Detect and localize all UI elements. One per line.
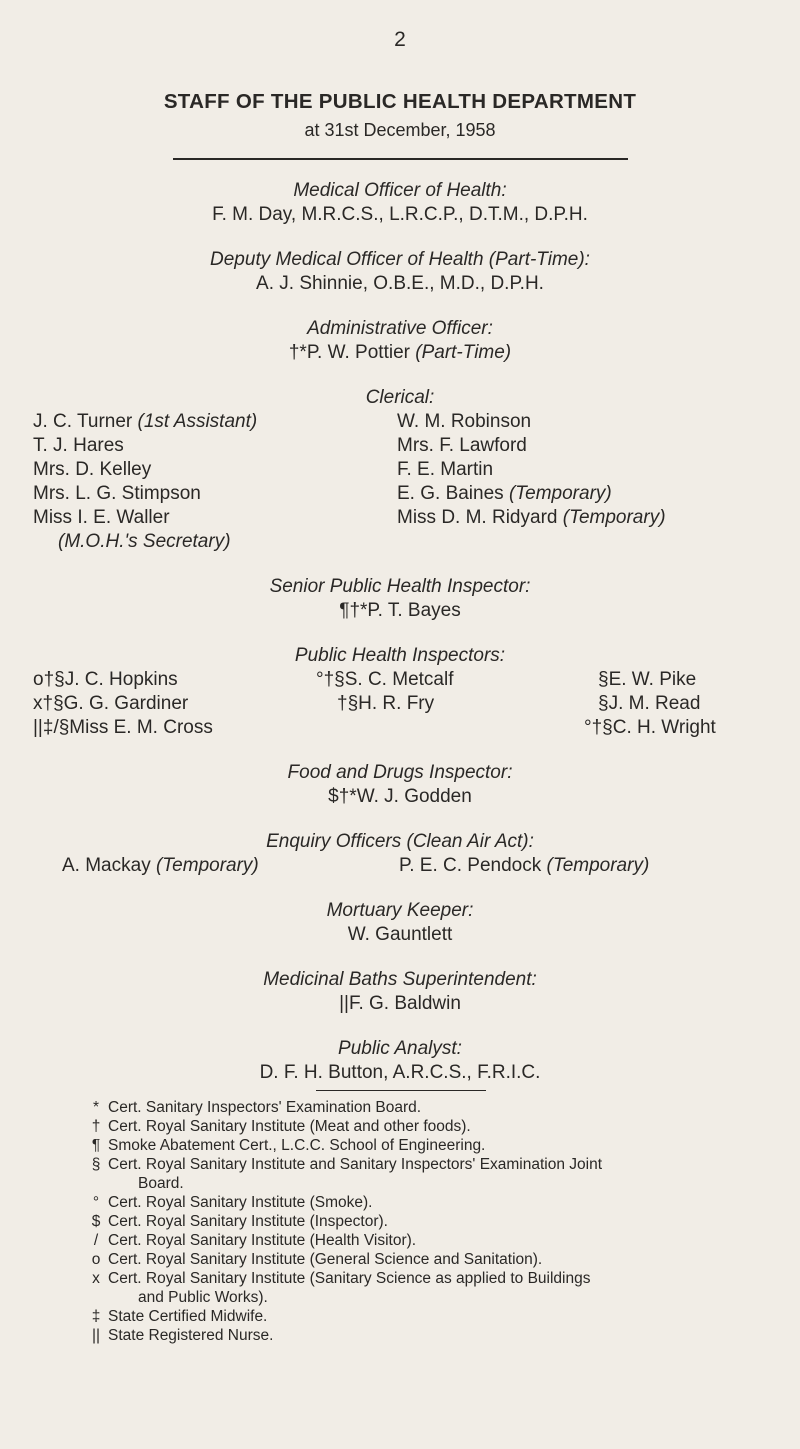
phi-col1-3: ||‡/§Miss E. M. Cross bbox=[33, 717, 213, 738]
phi-col2-2: †§H. R. Fry bbox=[337, 693, 435, 714]
title-rule bbox=[173, 158, 628, 160]
phi-col3-2: §J. M. Read bbox=[598, 693, 701, 714]
senior-phi-name: ¶†*P. T. Bayes bbox=[339, 600, 461, 621]
phi-col3-3: °†§C. H. Wright bbox=[584, 717, 716, 738]
moh-name: F. M. Day, M.R.C.S., L.R.C.P., D.T.M., D.P.H. bbox=[212, 204, 588, 225]
senior-phi-heading: Senior Public Health Inspector: bbox=[269, 576, 531, 597]
deputy-name: A. J. Shinnie, O.B.E., M.D., D.P.H. bbox=[256, 273, 544, 294]
clerical-left-extra: (M.O.H.'s Secretary) bbox=[58, 531, 231, 552]
clerical-right-5: Miss D. M. Ridyard (Temporary) bbox=[397, 507, 666, 528]
admin-name-text: †*P. W. Pottier bbox=[288, 342, 416, 363]
analyst-name: D. F. H. Button, A.R.C.S., F.R.I.C. bbox=[259, 1062, 541, 1083]
clerical-right-1: W. M. Robinson bbox=[397, 411, 532, 432]
clerical-left-1: J. C. Turner (1st Assistant) bbox=[33, 411, 258, 432]
mortuary-heading: Mortuary Keeper: bbox=[326, 900, 474, 921]
admin-name bbox=[0, 342, 800, 364]
page-subtitle: at 31st December, 1958 bbox=[304, 120, 496, 140]
enquiry-left: A. Mackay (Temporary) bbox=[62, 855, 259, 876]
mortuary-name: W. Gauntlett bbox=[347, 924, 453, 945]
clerical-left-3: Mrs. D. Kelley bbox=[33, 459, 152, 480]
food-heading: Food and Drugs Inspector: bbox=[287, 762, 513, 783]
analyst-heading: Public Analyst: bbox=[338, 1038, 462, 1059]
page-number: 2 bbox=[394, 28, 406, 51]
clerical-heading: Clerical: bbox=[365, 387, 435, 408]
enquiry-right: P. E. C. Pendock (Temporary) bbox=[399, 855, 650, 876]
clerical-right-2: Mrs. F. Lawford bbox=[397, 435, 527, 456]
moh-heading: Medical Officer of Health: bbox=[293, 180, 507, 201]
clerical-right-4: E. G. Baines (Temporary) bbox=[397, 483, 612, 504]
phi-col2-1: °†§S. C. Metcalf bbox=[316, 669, 454, 690]
baths-heading: Medicinal Baths Superintendent: bbox=[263, 969, 537, 990]
phi-col3-1: §E. W. Pike bbox=[598, 669, 697, 690]
food-name: $†*W. J. Godden bbox=[328, 786, 472, 807]
admin-name-note: (Part-Time) bbox=[415, 342, 512, 363]
clerical-left-2: T. J. Hares bbox=[33, 435, 124, 456]
baths-name: ||F. G. Baldwin bbox=[339, 993, 461, 1014]
clerical-left-5: Miss I. E. Waller bbox=[33, 507, 170, 528]
page-title: STAFF OF THE PUBLIC HEALTH DEPARTMENT bbox=[163, 90, 637, 113]
phi-heading: Public Health Inspectors: bbox=[294, 645, 506, 666]
deputy-heading: Deputy Medical Officer of Health (Part-Time): bbox=[210, 249, 590, 270]
phi-col1-1: o†§J. C. Hopkins bbox=[33, 669, 178, 690]
phi-col1-2: x†§G. G. Gardiner bbox=[33, 693, 189, 714]
clerical-left-4: Mrs. L. G. Stimpson bbox=[33, 483, 201, 504]
enquiry-heading: Enquiry Officers (Clean Air Act): bbox=[266, 831, 534, 852]
clerical-right-3: F. E. Martin bbox=[397, 459, 494, 480]
admin-heading: Administrative Officer: bbox=[307, 318, 493, 339]
footnote-rule bbox=[316, 1090, 486, 1091]
